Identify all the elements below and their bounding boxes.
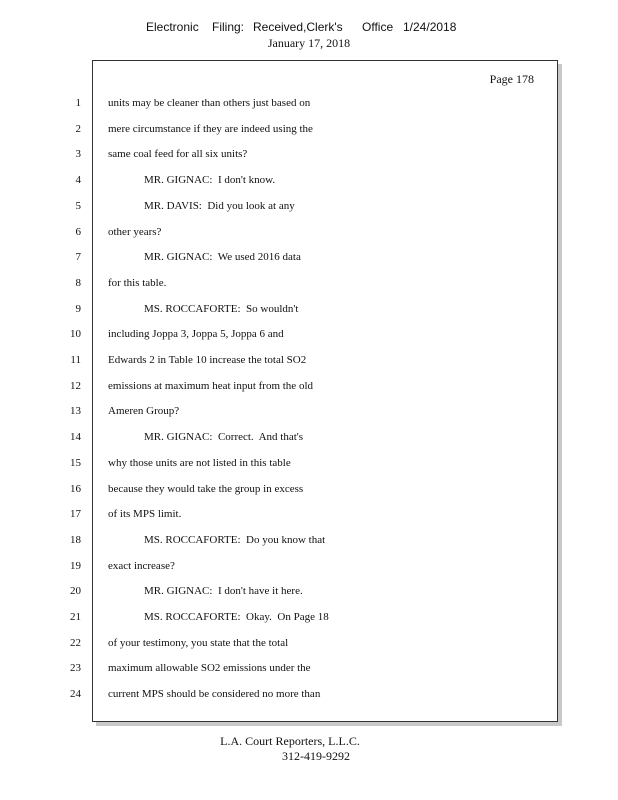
transcript-line: MS. ROCCAFORTE: So wouldn't bbox=[144, 303, 299, 315]
line-number: 19 bbox=[70, 560, 81, 572]
transcript-line: of your testimony, you state that the total bbox=[108, 637, 289, 649]
transcript-line: including Joppa 3, Joppa 5, Joppa 6 and bbox=[108, 328, 284, 340]
transcript-line: emissions at maximum heat input from the old bbox=[108, 380, 313, 392]
line-number: 2 bbox=[75, 123, 81, 135]
line-number: 18 bbox=[70, 534, 81, 546]
line-number: 10 bbox=[70, 328, 81, 340]
transcript-line: of its MPS limit. bbox=[108, 508, 182, 520]
line-number: 13 bbox=[70, 405, 81, 417]
line-number: 5 bbox=[75, 200, 81, 212]
line-number: 1 bbox=[75, 97, 81, 109]
line-number: 6 bbox=[75, 226, 81, 238]
line-number: 3 bbox=[75, 148, 81, 160]
transcript-line: units may be cleaner than others just based on bbox=[108, 97, 311, 109]
transcript-line: Edwards 2 in Table 10 increase the total SO2 bbox=[108, 354, 307, 366]
footer-phone: 312-419-9292 bbox=[282, 749, 350, 763]
transcript-line: same coal feed for all six units? bbox=[108, 148, 248, 160]
transcript-line: MR. GIGNAC: I don't know. bbox=[144, 174, 276, 186]
transcript-line: other years? bbox=[108, 226, 162, 238]
line-number: 14 bbox=[70, 431, 81, 443]
line-number: 11 bbox=[70, 354, 81, 366]
line-number: 8 bbox=[75, 277, 81, 289]
filing-header-filing: Filing: bbox=[212, 20, 245, 34]
line-number: 15 bbox=[70, 457, 81, 469]
line-number: 7 bbox=[75, 251, 81, 263]
line-number: 24 bbox=[70, 688, 81, 700]
line-number: 23 bbox=[70, 662, 81, 674]
transcript-line: because they would take the group in excess bbox=[108, 483, 304, 495]
transcript-line: mere circumstance if they are indeed using the bbox=[108, 123, 313, 135]
transcript-date: January 17, 2018 bbox=[267, 36, 351, 50]
line-number: 16 bbox=[70, 483, 81, 495]
transcript-line: MS. ROCCAFORTE: Okay. On Page 18 bbox=[144, 611, 329, 623]
line-number: 12 bbox=[70, 380, 81, 392]
line-number: 21 bbox=[70, 611, 81, 623]
transcript-line: current MPS should be considered no more than bbox=[108, 688, 321, 700]
transcript-line: exact increase? bbox=[108, 560, 175, 572]
transcript-line: MR. GIGNAC: We used 2016 data bbox=[144, 251, 301, 263]
transcript-line: MR. GIGNAC: Correct. And that's bbox=[144, 431, 304, 443]
transcript-line: why those units are not listed in this table bbox=[108, 457, 291, 469]
footer-company: L.A. Court Reporters, L.L.C. bbox=[220, 734, 360, 748]
filing-header-received: Received,Clerk's bbox=[253, 20, 343, 34]
transcript-line: MR. GIGNAC: I don't have it here. bbox=[144, 585, 303, 597]
transcript-line: MS. ROCCAFORTE: Do you know that bbox=[144, 534, 326, 546]
transcript-line: Ameren Group? bbox=[108, 405, 180, 417]
line-number: 4 bbox=[75, 174, 81, 186]
filing-header bbox=[0, 20, 618, 36]
line-number: 22 bbox=[70, 637, 81, 649]
line-number: 9 bbox=[75, 303, 81, 315]
line-number: 17 bbox=[70, 508, 81, 520]
filing-header-office: Office bbox=[362, 20, 394, 34]
transcript-line: maximum allowable SO2 emissions under the bbox=[108, 662, 311, 674]
transcript-line: for this table. bbox=[108, 277, 167, 289]
line-number: 20 bbox=[70, 585, 81, 597]
filing-header-stamp-date: 1/24/2018 bbox=[403, 20, 457, 34]
page-number: Page 178 bbox=[489, 72, 534, 86]
filing-header-electronic: Electronic bbox=[146, 20, 199, 34]
transcript-line: MR. DAVIS: Did you look at any bbox=[144, 200, 295, 212]
